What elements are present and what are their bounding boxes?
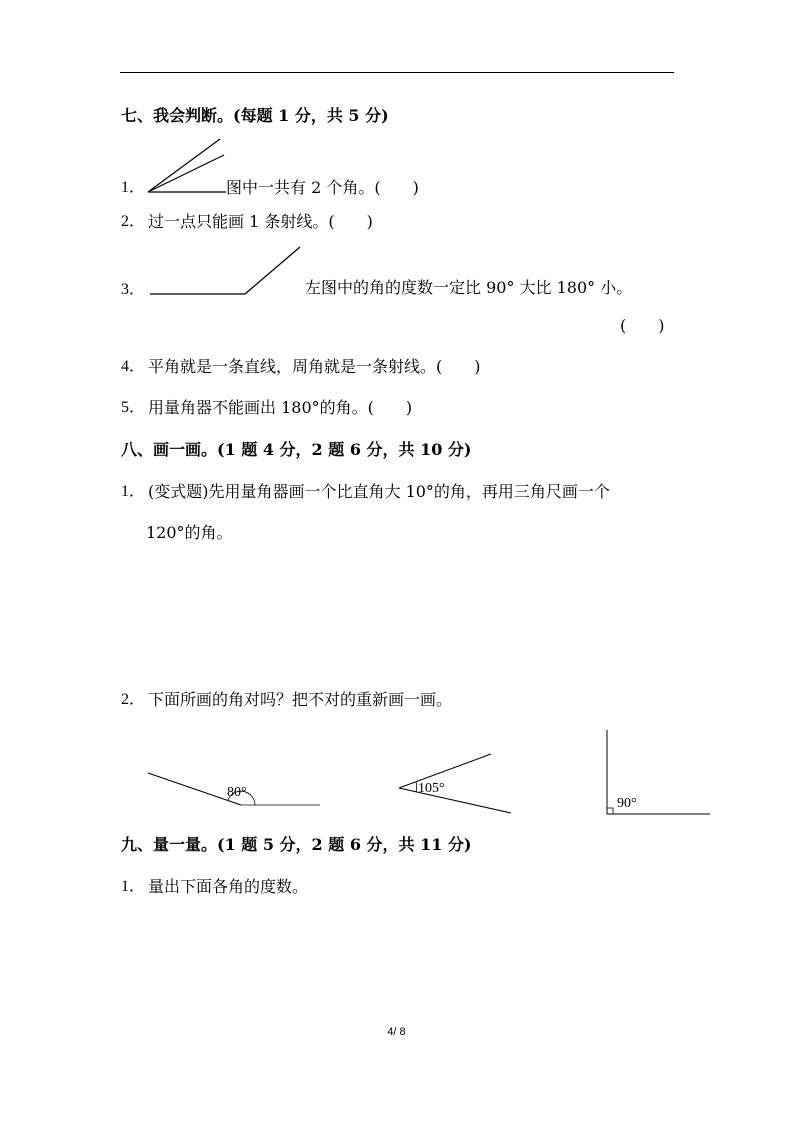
angle-label-105: 105° — [418, 781, 445, 796]
q7-3-text: 左图中的角的度数一定比 90° 大比 180° 小。 — [305, 278, 633, 297]
q7-3-bracket: ( ) — [620, 316, 665, 335]
q7-4-text: 平角就是一条直线，周角就是一条射线。( ) — [148, 357, 481, 376]
page-number: 4/ 8 — [387, 1026, 406, 1038]
q7-2-number: 2． — [121, 213, 146, 230]
q8-2-number: 2． — [121, 691, 146, 708]
q7-5-text: 用量角器不能画出 180°的角。( ) — [148, 398, 413, 417]
header-rule — [120, 72, 674, 73]
q7-3-number: 3． — [121, 281, 146, 298]
q8-1-text-line2: 120°的角。 — [146, 523, 233, 542]
q8-2-text: 下面所画的角对吗？把不对的重新画一画。 — [148, 690, 453, 709]
q7-4-number: 4． — [121, 358, 146, 375]
q7-1-angle-figure — [146, 137, 228, 195]
angle-label-80: 80° — [227, 785, 247, 800]
q7-3-angle-figure — [148, 245, 303, 297]
q7-1-number: 1． — [121, 179, 146, 196]
section-8-title: 八、画一画。(1 题 4 分，2 题 6 分，共 10 分) — [121, 440, 472, 459]
q9-1-number: 1． — [121, 878, 146, 895]
angle-105-figure — [395, 750, 515, 816]
q8-1-text-line1: (变式题)先用量角器画一个比直角大 10°的角，再用三角尺画一个 — [148, 482, 610, 501]
section-9-title: 九、量一量。(1 题 5 分，2 题 6 分，共 11 分) — [121, 835, 472, 854]
q9-1-text: 量出下面各角的度数。 — [148, 877, 309, 896]
q7-2-text: 过一点只能画 1 条射线。( ) — [148, 212, 373, 231]
angle-label-90: 90° — [617, 796, 637, 811]
q8-1-number: 1． — [121, 483, 146, 500]
q7-5-number: 5． — [121, 399, 146, 416]
section-7-title: 七、我会判断。(每题 1 分，共 5 分) — [121, 106, 389, 125]
q7-1-text: 图中一共有 2 个角。( ) — [226, 178, 419, 197]
